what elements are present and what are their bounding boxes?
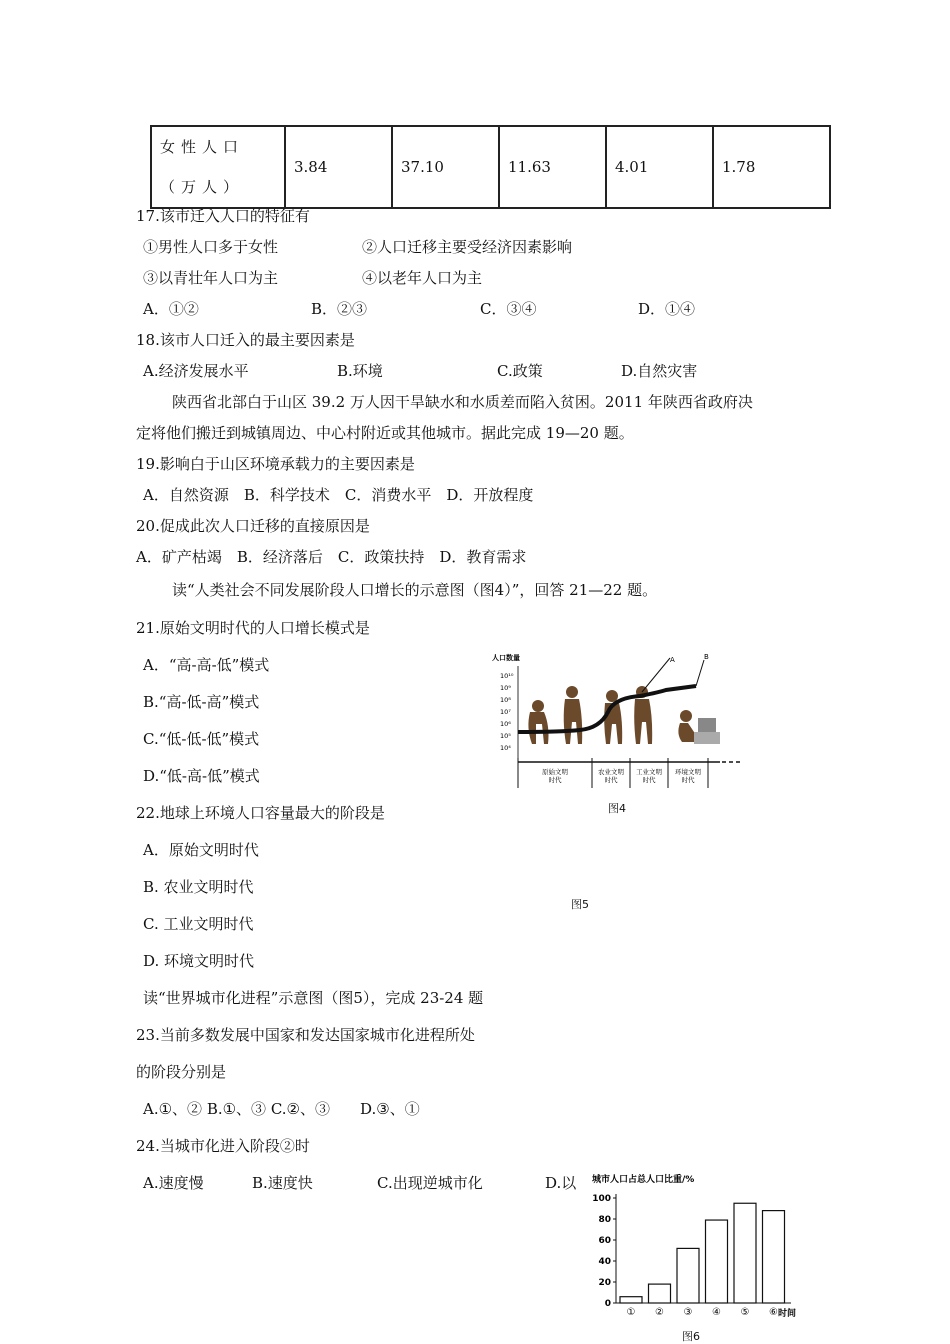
figure-5-caption: 图5 xyxy=(571,898,589,911)
question-23-stem-line-2: 的阶段分别是 xyxy=(136,1063,227,1081)
q24-option-a: A.速度慢 xyxy=(143,1174,204,1192)
computer-icon xyxy=(698,718,716,732)
y-tick-label: 10⁷ xyxy=(500,708,511,716)
question-19-stem: 19.影响白于山区环境承载力的主要因素是 xyxy=(136,455,415,473)
question-21-stem: 21.原始文明时代的人口增长模式是 xyxy=(136,619,370,637)
y-tick-label: 10⁹ xyxy=(500,684,511,692)
q22-option-d: D. 环境文明时代 xyxy=(143,952,255,970)
era-label: 时代 xyxy=(642,776,656,784)
era-label: 时代 xyxy=(681,776,695,784)
curve-b-pointer xyxy=(696,660,704,686)
y-tick-label: 10⁸ xyxy=(500,696,511,704)
q21-option-c: C.“低-低-低”模式 xyxy=(143,730,260,748)
q24-option-d: D.以 xyxy=(545,1174,577,1192)
q19-options: A．自然资源 B．科学技术 C．消费水平 D．开放程度 xyxy=(143,486,534,504)
passage-2: 读“人类社会不同发展阶段人口增长的示意图（图4）”，回答 21—22 题。 xyxy=(172,581,658,599)
passage-1-line-2: 定将他们搬迁到城镇周边、中心村附近或其他城市。据此完成 19—20 题。 xyxy=(136,424,634,442)
human-evolution-illustration xyxy=(528,686,696,744)
population-growth-diagram xyxy=(490,648,750,798)
y-tick-label: 60 xyxy=(598,1236,611,1246)
q18-option-b: B.环境 xyxy=(337,362,383,380)
x-tick-label: ③ xyxy=(683,1307,693,1318)
q21-option-a: A．“高-高-低”模式 xyxy=(143,656,270,674)
y-tick-label: 10⁴ xyxy=(500,744,511,752)
q17-option-d: D．①④ xyxy=(638,300,696,318)
curve-a-pointer xyxy=(642,658,670,692)
y-tick-label: 80 xyxy=(598,1215,611,1225)
q24-option-c: C.出现逆城市化 xyxy=(377,1174,483,1192)
bar xyxy=(706,1220,728,1303)
population-table xyxy=(150,125,831,209)
q21-option-d: D.“低-高-低”模式 xyxy=(143,767,260,785)
x-tick-label: ① xyxy=(626,1307,636,1318)
y-tick-label: 10¹⁰ xyxy=(500,672,514,680)
passage-3: 读“世界城市化进程”示意图（图5），完成 23-24 题 xyxy=(143,989,484,1007)
question-18-stem: 18.该市人口迁入的最主要因素是 xyxy=(136,331,355,349)
bar xyxy=(734,1203,756,1303)
x-tick-label: ② xyxy=(655,1307,664,1318)
figure-6-caption: 图6 xyxy=(682,1330,700,1343)
q18-option-c: C.政策 xyxy=(497,362,543,380)
bar xyxy=(649,1284,671,1303)
question-23-stem-line-1: 23.当前多数发展中国家和发达国家城市化进程所处 xyxy=(136,1026,475,1044)
y-tick-label: 40 xyxy=(598,1257,611,1267)
era-label: 时代 xyxy=(548,776,562,784)
figure-4 xyxy=(490,648,750,798)
table-row xyxy=(151,126,830,208)
y-tick-label: 20 xyxy=(598,1278,611,1288)
q17-statement-1: ①男性人口多于女性 xyxy=(143,238,279,256)
q18-option-d: D.自然灾害 xyxy=(621,362,698,380)
q22-option-c: C. 工业文明时代 xyxy=(143,915,254,933)
era-label: 工业文明 xyxy=(636,768,662,776)
figure-4-caption: 图4 xyxy=(608,802,626,815)
q17-option-c: C．③④ xyxy=(480,300,537,318)
question-22-stem: 22.地球上环境人口容量最大的阶段是 xyxy=(136,804,385,822)
q23-options: A.①、② B.①、③ C.②、③ D.③、① xyxy=(143,1100,420,1118)
q17-statement-2: ②人口迁移主要受经济因素影响 xyxy=(362,238,573,256)
y-tick-label: 0 xyxy=(604,1299,611,1309)
q22-option-a: A．原始文明时代 xyxy=(143,841,259,859)
era-label: 原始文明 xyxy=(542,768,568,776)
era-label: 农业文明 xyxy=(598,768,624,776)
q22-option-b: B. 农业文明时代 xyxy=(143,878,254,896)
q20-options: A．矿产枯竭 B．经济落后 C．政策扶持 D．教育需求 xyxy=(136,548,527,566)
q18-option-a: A.经济发展水平 xyxy=(143,362,249,380)
q17-option-b: B．②③ xyxy=(311,300,368,318)
y-axis-label: 人口数量 xyxy=(492,654,520,662)
urbanization-bar-chart xyxy=(588,1170,808,1320)
table-cell: 3.84 xyxy=(285,126,392,208)
bar xyxy=(677,1248,699,1303)
era-label: 时代 xyxy=(604,776,618,784)
curve-a-label: A xyxy=(670,656,675,664)
curve-b-label: B xyxy=(704,653,709,661)
q17-statement-4: ④以老年人口为主 xyxy=(362,269,483,287)
bar xyxy=(763,1211,785,1303)
table-cell: 37.10 xyxy=(392,126,499,208)
table-cell: 4.01 xyxy=(606,126,713,208)
x-tick-label: ⑥ xyxy=(769,1307,778,1318)
chart-title: 城市人口占总人口比重/% xyxy=(592,1175,695,1185)
x-tick-label: ④ xyxy=(712,1307,721,1318)
desk-icon xyxy=(694,732,720,744)
q21-option-b: B.“高-低-高”模式 xyxy=(143,693,260,711)
table-cell: 11.63 xyxy=(499,126,606,208)
q17-statement-3: ③以青壮年人口为主 xyxy=(143,269,279,287)
figure-6 xyxy=(588,1170,808,1320)
bar xyxy=(620,1297,642,1303)
x-tick-label: ⑤ xyxy=(740,1307,750,1318)
table-cell: 1.78 xyxy=(713,126,830,208)
q24-option-b: B.速度快 xyxy=(252,1174,313,1192)
y-tick-label: 10⁶ xyxy=(500,720,511,728)
q17-option-a: A．①② xyxy=(143,300,199,318)
table-row-label: 女性人口（万人） xyxy=(151,126,285,208)
question-24-stem: 24.当城市化进入阶段②时 xyxy=(136,1137,310,1155)
question-17-stem: 17.该市迁入人口的特征有 xyxy=(136,207,310,225)
question-20-stem: 20.促成此次人口迁移的直接原因是 xyxy=(136,517,370,535)
passage-1-line-1: 陕西省北部白于山区 39.2 万人因干旱缺水和水质差而陷入贫困。2011 年陕西省政府决 xyxy=(172,393,753,411)
y-tick-label: 100 xyxy=(592,1194,611,1204)
x-axis-label: 时间 xyxy=(778,1309,797,1319)
y-tick-label: 10⁵ xyxy=(500,732,511,740)
era-label: 环境文明 xyxy=(675,768,701,776)
